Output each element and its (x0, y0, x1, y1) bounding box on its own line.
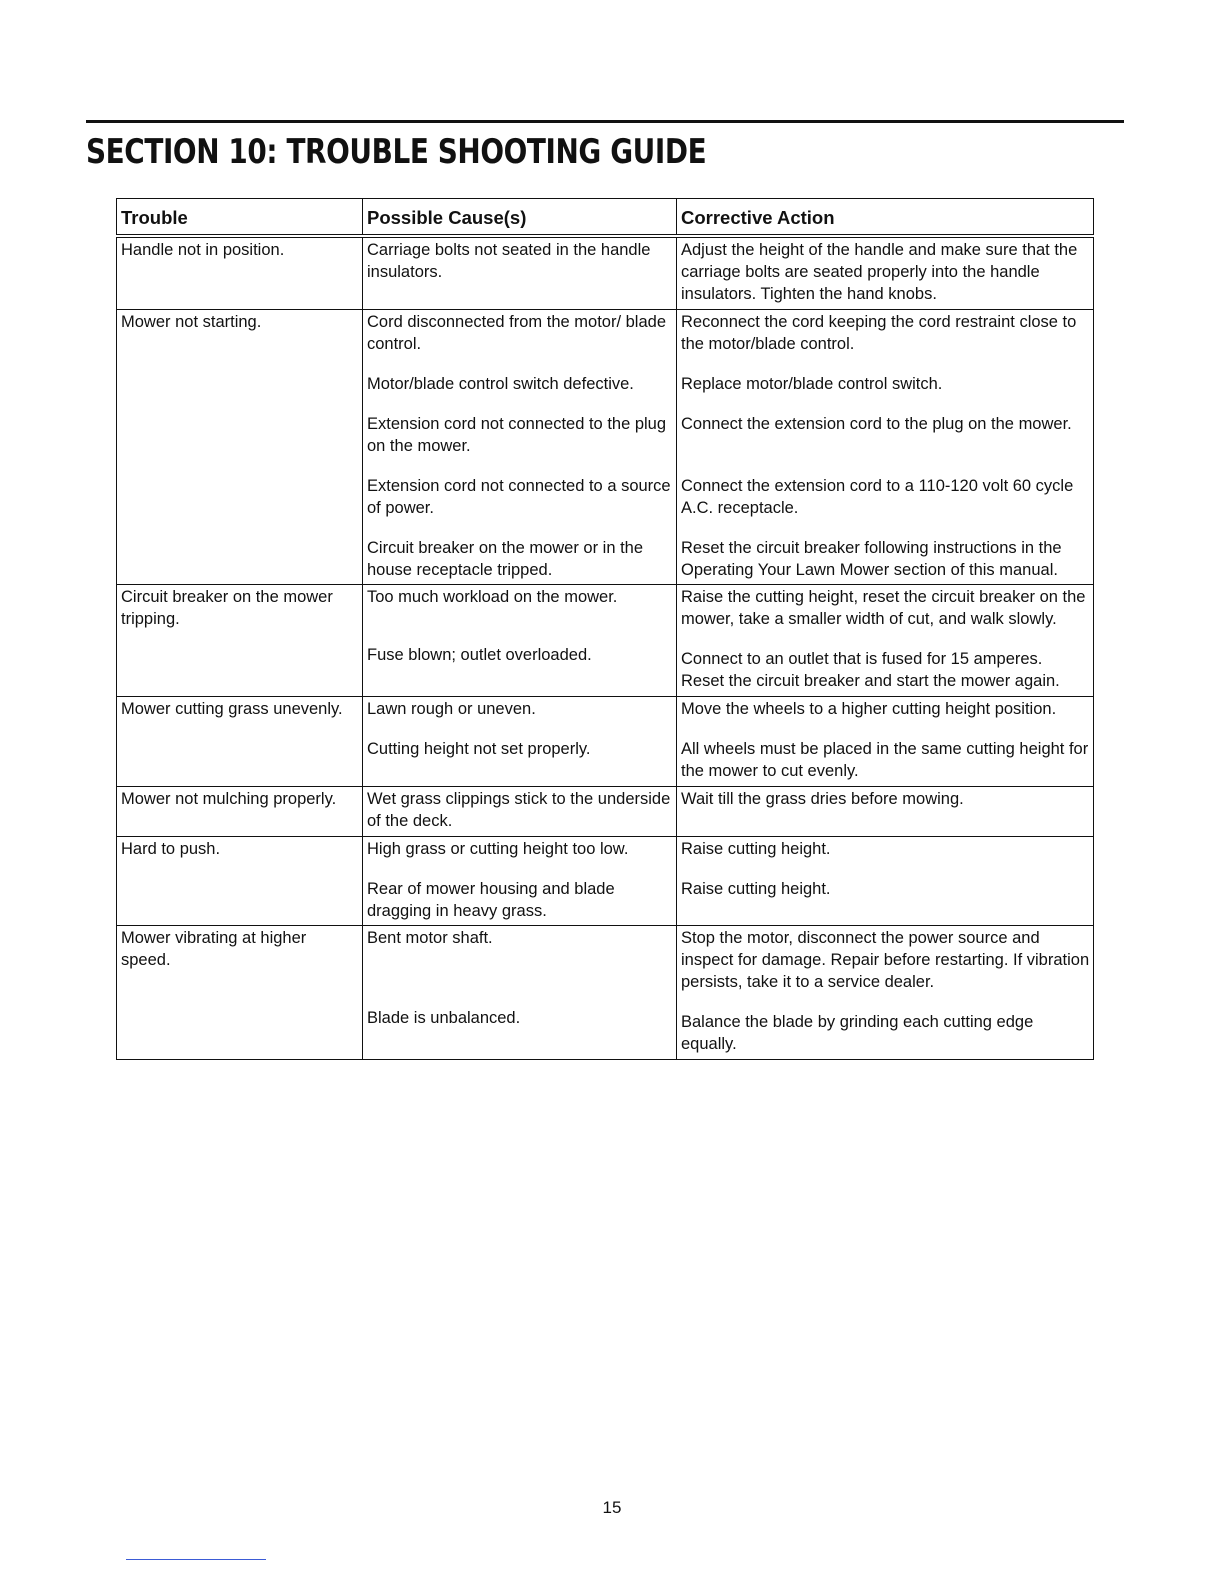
cause-cell: Wet grass clippings stick to the underside of the deck. (363, 787, 677, 837)
table-row (117, 926, 1094, 1012)
table-row (117, 413, 1094, 475)
action-cell: Connect the extension cord to a 110-120 volt 60 cycle A.C. receptacle. (677, 475, 1094, 537)
action-cell: Wait till the grass dries before mowing. (677, 787, 1094, 837)
bottom-link-rule (126, 1559, 266, 1560)
table-row (117, 837, 1094, 879)
action-cell: Connect to an outlet that is fused for 15 amperes. Reset the circuit breaker and start the mower again. (677, 648, 1094, 697)
trouble-cell (117, 878, 363, 926)
action-cell: Raise the cutting height, reset the circuit breaker on the mower, take a smaller width of cut, and walk slowly. (677, 585, 1094, 649)
cause-cell: Motor/blade control switch defective. (363, 373, 677, 413)
table-row (117, 585, 1094, 649)
cause-text: Blade is unbalanced. (367, 1009, 521, 1027)
page-number: 15 (602, 1498, 622, 1517)
table-row (117, 738, 1094, 787)
cause-cell: Carriage bolts not seated in the handle insulators. (363, 236, 677, 310)
action-cell: Reconnect the cord keeping the cord restraint close to the motor/blade control. (677, 310, 1094, 374)
cause-cell: Circuit breaker on the mower or in the house receptacle tripped. (363, 537, 677, 585)
trouble-cell (117, 1011, 363, 1060)
table-row (117, 310, 1094, 374)
table-row (117, 236, 1094, 310)
action-cell: Replace motor/blade control switch. (677, 373, 1094, 413)
table-row (117, 537, 1094, 585)
table-row (117, 475, 1094, 537)
action-cell: Move the wheels to a higher cutting height position. (677, 697, 1094, 739)
trouble-cell (117, 537, 363, 585)
cause-cell (363, 648, 677, 697)
action-cell: Raise cutting height. (677, 878, 1094, 926)
section-title: SECTION 10: TROUBLE SHOOTING GUIDE (86, 132, 707, 172)
cause-cell: Too much workload on the mower. (363, 585, 677, 649)
troubleshooting-table (116, 198, 1094, 1060)
table-row (117, 648, 1094, 697)
header-trouble: Trouble (117, 199, 363, 237)
cause-cell: Rear of mower housing and blade dragging in heavy grass. (363, 878, 677, 926)
cause-cell: Extension cord not connected to the plug on the mower. (363, 413, 677, 475)
action-cell: All wheels must be placed in the same cutting height for the mower to cut evenly. (677, 738, 1094, 787)
trouble-cell: Hard to push. (117, 837, 363, 879)
cause-cell: Lawn rough or uneven. (363, 697, 677, 739)
action-cell: Stop the motor, disconnect the power source and inspect for damage. Repair before restarting. If vibration persists, take it to a service dealer. (677, 926, 1094, 1012)
top-rule (86, 120, 1124, 123)
cause-cell (363, 1011, 677, 1060)
trouble-cell: Mower cutting grass unevenly. (117, 697, 363, 739)
cause-cell: High grass or cutting height too low. (363, 837, 677, 879)
header-corrective-action: Corrective Action (677, 199, 1094, 237)
cause-cell: Cord disconnected from the motor/ blade control. (363, 310, 677, 374)
action-cell: Adjust the height of the handle and make sure that the carriage bolts are seated properly into the handle insulators. Tighten the hand knobs. (677, 236, 1094, 310)
table-row (117, 373, 1094, 413)
action-cell: Reset the circuit breaker following instructions in the Operating Your Lawn Mower section of this manual. (677, 537, 1094, 585)
table-row (117, 1011, 1094, 1060)
trouble-cell (117, 413, 363, 475)
cause-cell: Bent motor shaft. (363, 926, 677, 1012)
action-cell: Raise cutting height. (677, 837, 1094, 879)
cause-cell: Extension cord not connected to a source of power. (363, 475, 677, 537)
table-row (117, 878, 1094, 926)
trouble-cell: Mower vibrating at higher speed. (117, 926, 363, 1012)
trouble-cell (117, 648, 363, 697)
table-row (117, 787, 1094, 837)
action-cell: Connect the extension cord to the plug on the mower. (677, 413, 1094, 475)
trouble-cell: Mower not mulching properly. (117, 787, 363, 837)
cause-text: Fuse blown; outlet overloaded. (367, 646, 592, 664)
trouble-cell: Mower not starting. (117, 310, 363, 374)
table-header-row (117, 199, 1094, 237)
trouble-cell (117, 475, 363, 537)
trouble-cell (117, 373, 363, 413)
trouble-cell: Handle not in position. (117, 236, 363, 310)
trouble-cell: Circuit breaker on the mower tripping. (117, 585, 363, 649)
action-cell: Balance the blade by grinding each cutting edge equally. (677, 1011, 1094, 1060)
table-row (117, 697, 1094, 739)
cause-cell: Cutting height not set properly. (363, 738, 677, 787)
trouble-cell (117, 738, 363, 787)
header-possible-causes: Possible Cause(s) (363, 199, 677, 237)
